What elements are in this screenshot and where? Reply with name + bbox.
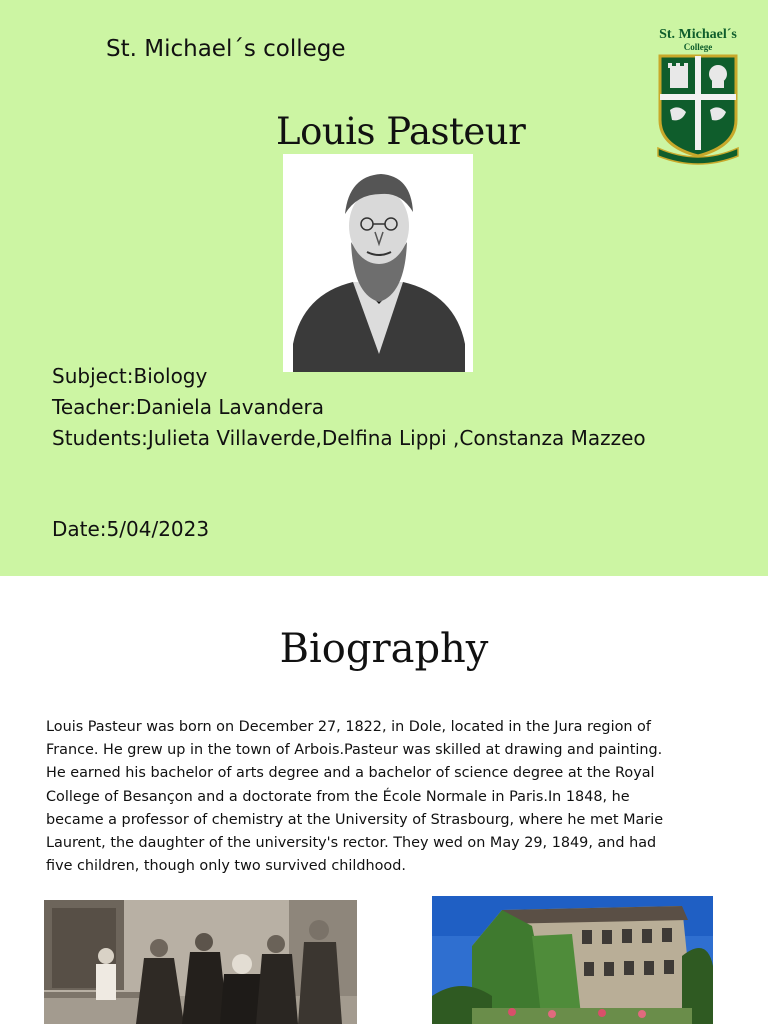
house-photo bbox=[432, 896, 713, 1024]
pasteur-portrait bbox=[283, 154, 473, 372]
biography-line: He earned his bachelor of arts degree and a bachelor of science degree at the Royal bbox=[46, 765, 655, 782]
teacher-line: Teacher:Daniela Lavandera bbox=[52, 395, 324, 419]
house-photo-image-icon bbox=[432, 896, 713, 1024]
biography-title: Biography bbox=[279, 626, 489, 672]
crest-shield-icon bbox=[646, 28, 750, 168]
biography-line: College of Besançon and a doctorate from the École Normale in Paris.In 1848, he bbox=[46, 788, 630, 805]
biography-slide bbox=[0, 578, 768, 1024]
school-crest bbox=[646, 28, 750, 168]
family-photo-image-icon bbox=[44, 900, 357, 1024]
date-line: Date:5/04/2023 bbox=[52, 517, 210, 541]
biography-line: Louis Pasteur was born on December 27, 1822, in Dole, located in the Jura region of bbox=[46, 719, 651, 735]
subject-line: Subject:Biology bbox=[52, 364, 208, 388]
crest-line-1: St. Michael´s bbox=[659, 27, 737, 42]
portrait-engraving-icon bbox=[283, 154, 473, 372]
biography-line: became a professor of chemistry at the University of Strasbourg, where he met Marie bbox=[46, 811, 664, 828]
biography-line: five children, though only two survived childhood. bbox=[46, 858, 406, 875]
biography-line: Laurent, the daughter of the university's rector. They wed on May 29, 1849, and had bbox=[46, 835, 657, 852]
presentation-title: Louis Pasteur bbox=[276, 110, 526, 153]
biography-line: France. He grew up in the town of Arbois.Pasteur was skilled at drawing and painting. bbox=[46, 742, 663, 759]
crest-line-2: College bbox=[683, 42, 713, 52]
family-photo bbox=[44, 900, 357, 1024]
biography-text bbox=[46, 716, 736, 878]
school-name: St. Michael´s college bbox=[106, 36, 346, 62]
students-line: Students:Julieta Villaverde,Delfina Lippi ,Constanza Mazzeo bbox=[52, 426, 646, 450]
